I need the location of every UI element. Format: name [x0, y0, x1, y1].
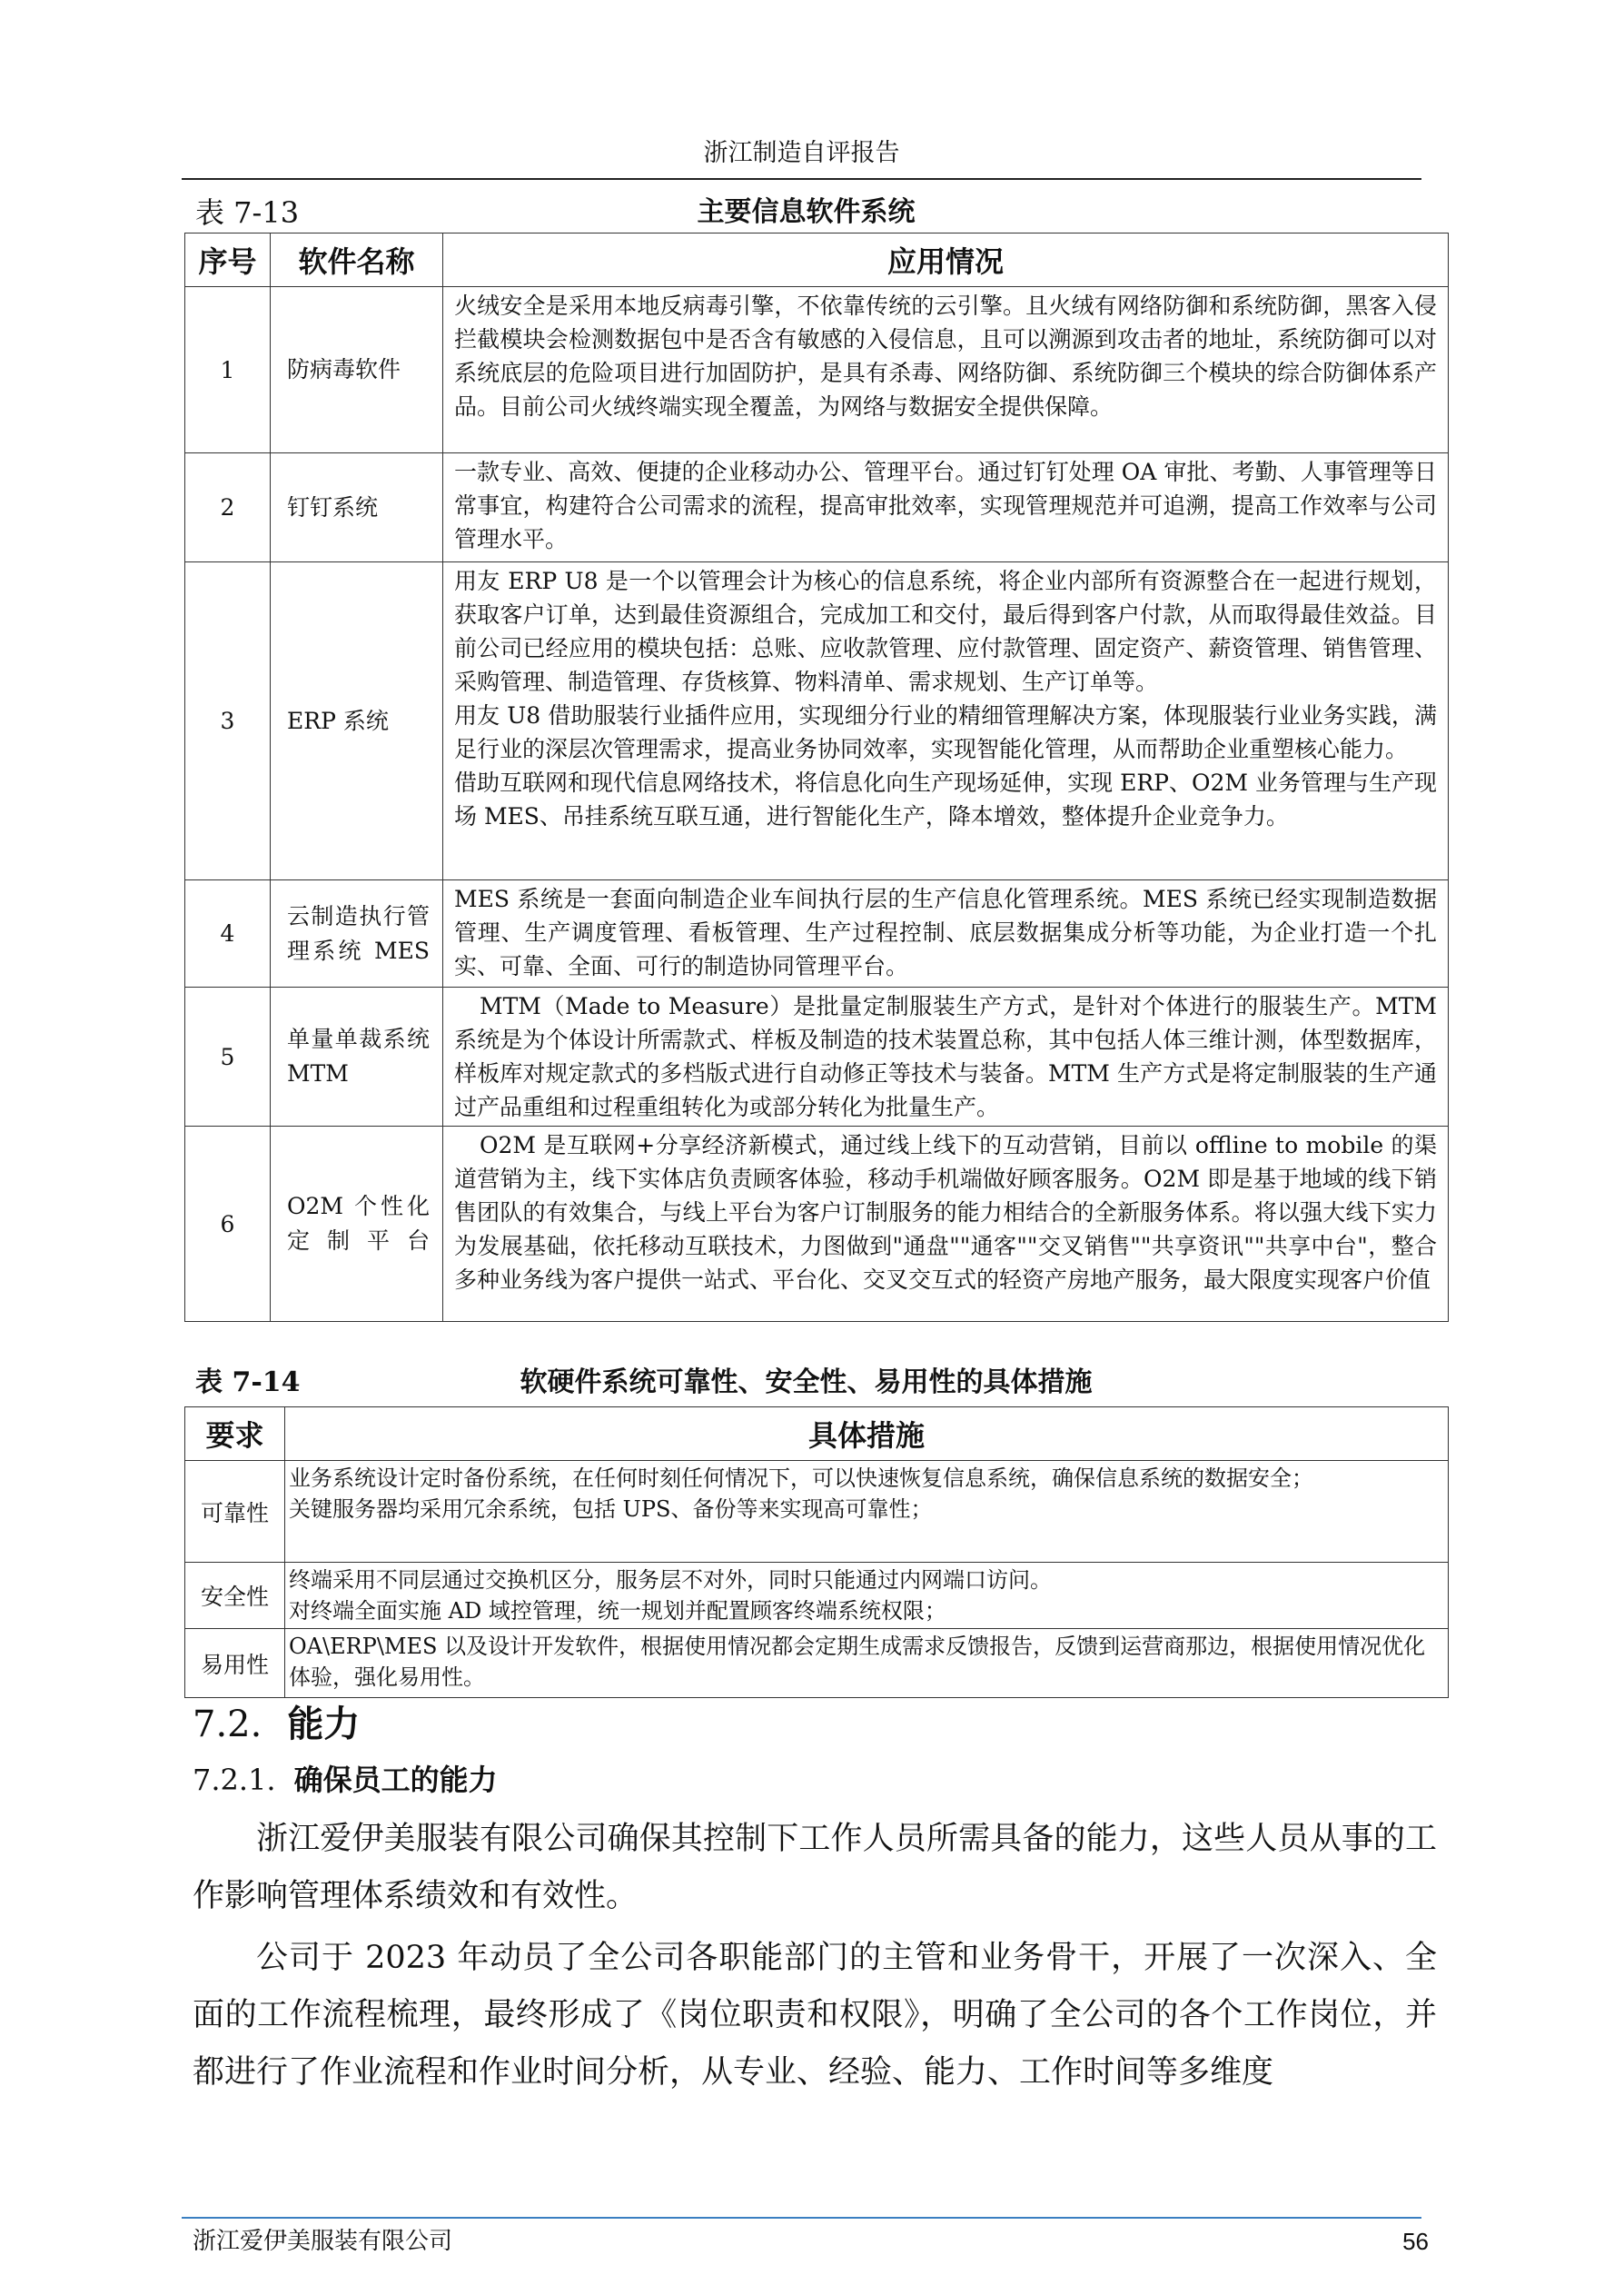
measures-cell: [285, 1563, 1449, 1629]
table1-number: 表 7-13: [195, 195, 300, 230]
row-number: 5: [185, 988, 271, 1127]
software-name: 云制造执行管理系统 MES: [271, 880, 443, 988]
column-header-usage: 应用情况: [443, 233, 1449, 287]
usage-paragraph: 用友 U8 借助服装行业插件应用，实现细分行业的精细管理解决方案，体现服装行业业务实践，满足行业的深层次管理需求，提高业务协同效率，实现智能化管理，从而帮助企业重塑核心能力。: [454, 702, 1437, 762]
column-header-name: 软件名称: [271, 233, 443, 287]
table1-title: 主要信息软件系统: [697, 196, 916, 228]
body-paragraph: 公司于 2023 年动员了全公司各职能部门的主管和业务骨干，开展了一次深入、全面的工作流程梳理，最终形成了《岗位职责和权限》，明确了全公司的各个工作岗位，并都进行了作业流程和作业时间分析，从专业、经验、能力、工作时间等多维度: [193, 1940, 1437, 2091]
measure-line: 终端采用不同层通过交换机区分，服务层不对外，同时只能通过内网端口访问。: [289, 1567, 1052, 1593]
section-heading: [193, 1701, 360, 1748]
usage-paragraph: 火绒安全是采用本地反病毒引擎，不依靠传统的云引擎。且火绒有网络防御和系统防御，黑客入侵拦截模块会检测数据包中是否含有敏感的入侵信息，且可以溯源到攻击者的地址，系统防御可以对系统底层的危险项目进行加固防护，是具有杀毒、网络防御、系统防御三个模块的综合防御体系产品。目前公司火绒终端实现全覆盖，为网络与数据安全提供保障。: [454, 293, 1437, 420]
software-name: 钉钉系统: [271, 453, 443, 562]
requirement-label: 安全性: [185, 1563, 285, 1629]
usage-description: [443, 453, 1449, 562]
table-header-row: [185, 1407, 1449, 1461]
usage-paragraph: 用友 ERP U8 是一个以管理会计为核心的信息系统，将企业内部所有资源整合在一起进行规划，获取客户订单，达到最佳资源组合，完成加工和交付，最后得到客户付款，从而取得最佳效益。目前公司已经应用的模块包括：总账、应收款管理、应付款管理、固定资产、薪资管理、销售管理、采购管理、制造管理、存货核算、物料清单、需求规划、生产订单等。: [454, 568, 1437, 695]
column-header-no: 序号: [185, 233, 271, 287]
row-number: 4: [185, 880, 271, 988]
usage-description: [443, 988, 1449, 1127]
table2-number: 表 7-14: [195, 1366, 301, 1398]
footer-company: 浙江爱伊美服装有限公司: [193, 2228, 453, 2255]
row-number: 1: [185, 287, 271, 453]
table-row: [185, 1563, 1449, 1629]
usage-paragraph: MTM（Made to Measure）是批量定制服装生产方式，是针对个体进行的服装生产。MTM 系统是为个体设计所需款式、样板及制造的技术装置总称，其中包括人体三维计测，体型数据库，样板库对规定款式的多档版式进行自动修正等技术与装备。MTM 生产方式是将定制服装的生产通过产品重组和过程重组转化为或部分转化为批量生产。: [454, 993, 1437, 1120]
table-row: [185, 1461, 1449, 1563]
requirement-label: 可靠性: [185, 1461, 285, 1563]
measures-cell: [285, 1629, 1449, 1698]
usage-description: [443, 562, 1449, 880]
column-header-measures: 具体措施: [285, 1407, 1449, 1461]
table-row: [185, 1127, 1449, 1322]
measures-table: [184, 1406, 1449, 1698]
row-number: 2: [185, 453, 271, 562]
usage-description: [443, 880, 1449, 988]
table-row: [185, 1629, 1449, 1698]
header-rule: [182, 178, 1421, 180]
usage-description: [443, 1127, 1449, 1322]
column-header-requirement: 要求: [185, 1407, 285, 1461]
page-number: 56: [1402, 2228, 1429, 2255]
row-number: 6: [185, 1127, 271, 1322]
subsection-heading: [193, 1760, 498, 1800]
software-name: O2M 个性化定制平台: [271, 1127, 443, 1322]
section-title: 能力: [287, 1703, 361, 1745]
body-paragraph: 浙江爱伊美服装有限公司确保其控制下工作人员所需具备的能力，这些人员从事的工作影响管理体系绩效和有效性。: [193, 1821, 1437, 1914]
software-systems-table: [184, 233, 1449, 1322]
section-number: 7.2.: [193, 1704, 262, 1745]
footer-rule: [182, 2217, 1421, 2219]
measure-line: 对终端全面实施 AD 域控管理，统一规划并配置顾客终端系统权限；: [289, 1598, 946, 1624]
measure-line: OA\ERP\MES 以及设计开发软件，根据使用情况都会定期生成需求反馈报告，反馈到运营商那边，根据使用情况优化体验，强化易用性。: [289, 1634, 1426, 1690]
table2-caption: [195, 1365, 1417, 1401]
subsection-number: 7.2.1.: [193, 1763, 276, 1797]
software-name: 单量单裁系统 MTM: [271, 988, 443, 1127]
table2-title: 软硬件系统可靠性、安全性、易用性的具体措施: [520, 1366, 1093, 1398]
usage-paragraph: 一款专业、高效、便捷的企业移动办公、管理平台。通过钉钉处理 OA 审批、考勤、人事管理等日常事宜，构建符合公司需求的流程，提高审批效率，实现管理规范并可追溯，提高工作效率与公司管理水平。: [454, 459, 1437, 552]
measures-cell: [285, 1461, 1449, 1563]
subsection-title: 确保员工的能力: [293, 1763, 498, 1797]
requirement-label: 易用性: [185, 1629, 285, 1698]
table-row: [185, 562, 1449, 880]
table-row: [185, 988, 1449, 1127]
table-row: [185, 453, 1449, 562]
measure-line: 关键服务器均采用冗余系统，包括 UPS、备份等来实现高可靠性；: [289, 1496, 933, 1522]
table-header-row: [185, 233, 1449, 287]
table1-caption: [195, 194, 1417, 231]
usage-paragraph: O2M 是互联网+分享经济新模式，通过线上线下的互动营销，目前以 offline to mobile 的渠道营销为主，线下实体店负责顾客体验，移动手机端做好顾客服务。O2M 即是基于地域的线下销售团队的有效集合，与线上平台为客户订制服务的能力相结合的全新服务体系。将以强大线下实力为发展基础，依托移动互联技术，力图做到"通盘""通客""交叉销售""共享资讯""共享中台"，整合多种业务线为客户提供一站式、平台化、交叉交互式的轻资产房地产服务，最大限度实现客户价值: [454, 1132, 1437, 1293]
measure-line: 业务系统设计定时备份系统，在任何时刻任何情况下，可以快速恢复信息系统，确保信息系统的数据安全；: [289, 1465, 1313, 1491]
usage-description: [443, 287, 1449, 453]
software-name: ERP 系统: [271, 562, 443, 880]
usage-paragraph: MES 系统是一套面向制造企业车间执行层的生产信息化管理系统。MES 系统已经实现制造数据管理、生产调度管理、看板管理、生产过程控制、底层数据集成分析等功能，为企业打造一个扎实、可靠、全面、可行的制造协同管理平台。: [454, 886, 1437, 979]
usage-paragraph: 借助互联网和现代信息网络技术，将信息化向生产现场延伸，实现 ERP、O2M 业务管理与生产现场 MES、吊挂系统互联互通，进行智能化生产，降本增效，整体提升企业竞争力。: [454, 770, 1437, 830]
software-name: 防病毒软件: [271, 287, 443, 453]
table-row: [185, 287, 1449, 453]
row-number: 3: [185, 562, 271, 880]
table-row: [185, 880, 1449, 988]
running-header: 浙江制造自评报告: [703, 139, 900, 167]
